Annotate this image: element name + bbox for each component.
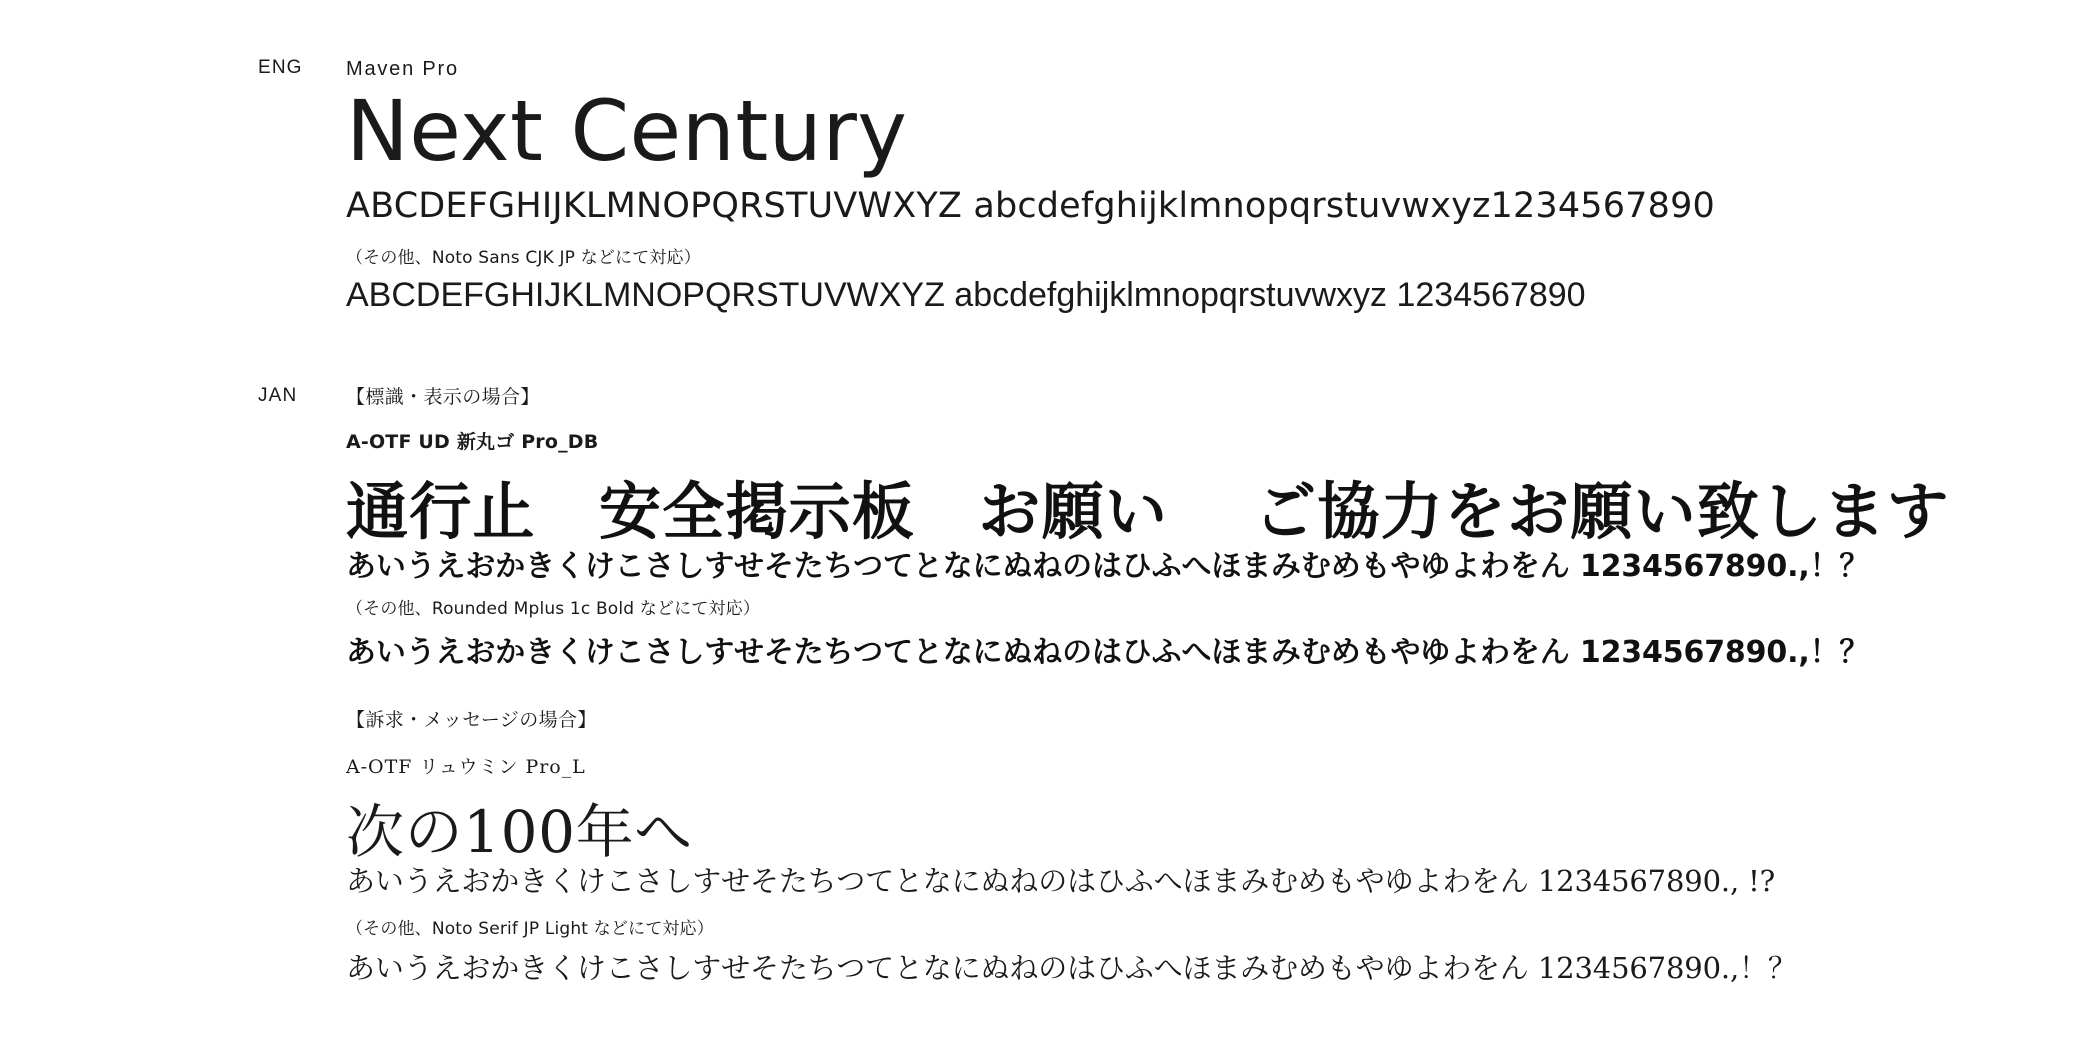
english-font-name: Maven Pro (346, 58, 459, 80)
english-language-tag: ENG (258, 57, 303, 78)
japanese-message-fallback-note: （その他、Noto Serif JP Light などにて対応） (346, 919, 714, 939)
japanese-sign-font-name: A-OTF UD 新丸ゴ Pro_DB (346, 431, 599, 453)
english-alphabet-sample: ABCDEFGHIJKLMNOPQRSTUVWXYZ abcdefghijklmnopqrstuvwxyz1234567890 (346, 186, 1715, 226)
japanese-sign-usage-heading: 【標識・表示の場合】 (346, 386, 540, 408)
english-display-sample: Next Century (346, 82, 908, 180)
japanese-message-display-sample: 次の100年へ (346, 798, 693, 866)
japanese-sign-fallback-note: （その他、Rounded Mplus 1c Bold などにて対応） (346, 599, 760, 619)
japanese-message-fallback-sample: あいうえおかきくけこさしすせそたちつてとなにぬねのはひふへほまみむめもやゆよわをん 1234567890.,！？ (346, 951, 1797, 985)
japanese-sign-fallback-sample: あいうえおかきくけこさしすせそたちつてとなにぬねのはひふへほまみむめもやゆよわをん 1234567890.,！？ (346, 635, 1870, 670)
japanese-message-usage-heading: 【訴求・メッセージの場合】 (346, 709, 597, 731)
japanese-language-tag: JAN (258, 385, 298, 406)
japanese-sign-kana-sample: あいうえおかきくけこさしすせそたちつてとなにぬねのはひふへほまみむめもやゆよわをん 1234567890.,！？ (346, 549, 1870, 584)
japanese-message-font-name: A-OTF リュウミン Pro_L (346, 756, 586, 778)
japanese-message-kana-sample: あいうえおかきくけこさしすせそたちつてとなにぬねのはひふへほまみむめもやゆよわをん 1234567890., !? (346, 864, 1776, 898)
english-fallback-sample: ABCDEFGHIJKLMNOPQRSTUVWXYZ abcdefghijklmnopqrstuvwxyz 1234567890 (346, 276, 1586, 314)
japanese-sign-display-sample: 通行止 安全掲示板 お願い ご協力をお願い致します (346, 475, 1950, 548)
english-fallback-note: （その他、Noto Sans CJK JP などにて対応） (346, 248, 701, 268)
